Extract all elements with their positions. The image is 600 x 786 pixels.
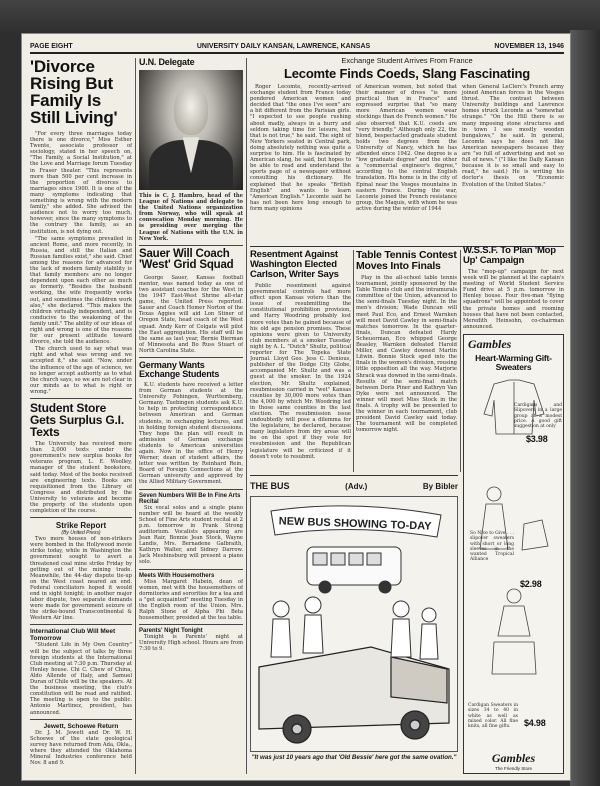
divider xyxy=(30,517,132,518)
ad-brand-bottom: Gambles xyxy=(491,751,536,765)
resentment-story xyxy=(250,250,351,474)
divorce-headline: 'Divorce Rising But Family Is Still Living' xyxy=(30,58,118,127)
jewett-paragraph: Dr. J. M. Jewett and Dr. W. H. Schoewe of the state geological survey have returned from Ada, Okla., where they attended the Oklahoma Mineral Industries conference held Nov. 8 and 9. xyxy=(30,729,132,767)
ad-headline: Heart-Warming Gift-Sweaters xyxy=(475,353,552,372)
strike-report-headline: Strike Report xyxy=(55,521,107,531)
newspaper-page xyxy=(22,34,570,780)
sweater-illustration-3 xyxy=(492,589,536,674)
germany-story xyxy=(139,382,243,486)
folio-line xyxy=(30,40,564,52)
wssf-paragraph: The "mop-up" campaign for next week will be planned at the captain's meeting of World Student Service Fund drive at 5 p.m. tomorrow in Henley house. Four five-man "flying squadrons" will be appointed to cover the private homes and rooming houses that have not been contacted, Meredith Heinsohn, co-chairman announced. xyxy=(463,269,564,330)
germany-paragraph: K.U. students have received a letter from German students at the University Pohingen, Wurttemberg, Germany. Tuebingen students ask K.U. to help in protecting correspondence between American and German students, in exchanging lectures, and in holding foreign student discussions. They hope the plan will result in admission of German exchange students to American universities again. Now in the office of Henry Werner, dean of student affairs, the letter was written by Reinhard Rein, Board of Foreign Connections at the German university and approved by the Allied Military Government. xyxy=(139,381,243,486)
divider xyxy=(30,719,132,720)
recital-paragraph: Six vocal solos and a single piano number will be heard at the weekly School of Fine Arts student recital at 2 p.m. tomorrow in Frank Strong auditorium. Vocalists appearing are Jean Rair, Bonnie Jean Stock, Wayne Landis, Mrs. Bernadene Galbraith, Kathryn Walter, and Sidney Darrow. Jack Meshinsburg will present a piano solo. xyxy=(139,504,243,566)
divorce-paragraph-2: "The same symptoms prevailed in ancient Rome, and more recently, in Russia, and still the Italian and Russian families exist," she said. Chief among the reasons for advanced for the lack of modern family stability is that family members are no longer dependent upon each other as much as formerly. "Besides the husband working, the wife frequently works out, and sometimes the children work also," she declared. "This makes the children virtually independent, and is conducive to the weakening of the family unit." The ability of our ideas of right and wrong is one of the reasons for our present attitude toward divorce, she told the audience. xyxy=(30,235,132,346)
scan-right-edge xyxy=(570,30,600,786)
paper-name: UNIVERSITY DAILY KANSAN, LAWRENCE, KANSAS xyxy=(196,42,371,50)
divider xyxy=(139,245,243,246)
lecomte-col-b xyxy=(356,84,457,250)
divorce-paragraph-1: "For every three marriages today there is one divorce," Miss Esther Twente, associate professor of sociology, stated in her speech on, "The Family, a Social Institution," at the Love and Marriage forum Tuesday in Fraser theater. "This represents more than 500 per cent increase in the proportion of divorces to marriages since 1900. It is one of the many symptoms indicating that something is wrong with the modern family," she added. She advised the audience not to worry too much, however, since the many symptoms to the contrary the family, as an institution, is not dying out. xyxy=(30,131,132,235)
divorce-story xyxy=(30,131,132,395)
new-bus-illustration xyxy=(307,547,401,593)
surplus-texts-paragraph: The University has received more than 2,000 texts under the government's new surplus books for veterans program, L. E. Woolley, manager of the student bookstore, said today. Most of the books received are engineering texts. Books are requisitioned from the Library of Congress and distributed by the University to veterans and become the property of the students upon completion of the course. xyxy=(30,441,132,515)
ad-price-3: $4.98 xyxy=(524,718,546,728)
bus-cartoon xyxy=(250,496,458,752)
housemothers-paragraph: Miss Margaret Habein, dean of women, met with the housemothers of dormitories and sororities for a tea and a "get acquainted" meeting Tuesday in the English room of the Union. Mrs. Ralph Stone of Alpha Phi Beta housemother, presided at the tea table. xyxy=(139,578,243,622)
cartoon-caption: "It was just 10 years ago that 'Old Bessie' here got the same ovation." xyxy=(251,754,457,761)
lecomte-columns xyxy=(250,84,564,250)
intl-club-headline: International Club Will Meet Tomorrow xyxy=(30,628,116,643)
intl-club-paragraph: "Student Life in My Own Country" will be the subject of talks by three foreign students at the International Club meeting at 7:30 p.m. Thursday at Henley house. Chi C. Chew of China, Aldo Allende of Italy, and Samuel Duran of Chile will be the speakers. At the business meeting, the club's constitution will be read and ratified. The meeting is open to the public. Antonio Martinez, president, has announced. xyxy=(30,642,132,716)
jewett-story xyxy=(30,730,132,767)
old-bus-illustration xyxy=(259,647,449,743)
divider xyxy=(30,398,132,399)
resentment-headline: Resentment Against Washington Elected Carlson, Writer Says xyxy=(250,250,339,280)
lecomte-kicker: Exchange Student Arrives From France xyxy=(341,56,473,65)
germany-headline: Germany Wants Exchange Students xyxy=(139,359,220,379)
table-tennis-story xyxy=(356,250,457,474)
lecomte-paragraph-b: of American women, but noted that their manner of dress "is more practical than in France" and expressed surprise that "so many more American women wear stockings than do French women." He also observed that K.U. coeds are "very friendly." Although only 22, the blond, bespectacled graduate student holds two degrees from the University of Nancy, which he has attended since 1942. One degree is a "low graduate degree" and the other a "commercial engineer's degree," according to the central English translation. His home is in the city of Epinal near the Vosges mountains in eastern France. During the war, Lecomte joined the French resistance group, the Maquis, with whom he was active during the winter of 1944 xyxy=(356,84,457,212)
cartoon-header xyxy=(250,478,458,494)
lecomte-headline: Lecomte Finds Coeds, Slang Fascinating xyxy=(284,66,530,81)
surplus-texts-headline: Student Store Gets Surplus G.I. Texts xyxy=(30,401,124,440)
parents-night-story xyxy=(139,634,243,652)
divider xyxy=(139,357,243,358)
column-rule xyxy=(353,250,354,472)
resentment-paragraph: Public resentment against governmental controls had more effect upon Kansas voters than the issue of resubmitting the constitutional prohibition provision, and Harry Woodring probably lost more votes than he gained because of his old age pension promises. These opinions were given to University club members at a smoker Tuesday night by A. L. "Dutch" Shultz, political reporter for The Topeka State Journal. Lloyd Geo. Jess C. Denious, publisher of the Dodge City Globe, accompanied Mr. Shultz and was a guest at the smoker. In the 1924 election, Mr. Shultz explained, resubmission carried in "wet" Kansas counties by 30,000 more votes than the 4,000 by which Mr. Woodring led in those same counties in the last election. The resubmission issue undoubtedly will pose a dilemma for the legislature, he declared, because many legislators from dry areas will be on the spot if they vote for resubmission and the Republican legislature will be criticized if it doesn't vote to resubmit. xyxy=(250,283,351,460)
sauer-story xyxy=(139,275,243,354)
sauer-headline: Sauer Will Coach 'West' Grid Squad xyxy=(139,247,234,272)
page-number: PAGE EIGHT xyxy=(30,42,73,50)
lecomte-col-c xyxy=(462,84,564,250)
ad-price-2: $2.98 xyxy=(520,579,542,589)
ad-item-2: So Nice to Give . . . slipover sweaters with short or long sleeves in the wanted Tropical Alliance xyxy=(470,531,514,563)
scan-top-edge xyxy=(0,0,600,34)
un-delegate-headline: U.N. Delegate xyxy=(139,58,195,67)
banner-illustration xyxy=(271,506,441,537)
intl-club-story xyxy=(30,642,132,715)
wssf-body xyxy=(463,269,564,330)
ad-footer xyxy=(464,751,563,771)
masthead-rule xyxy=(30,52,564,54)
resentment-body xyxy=(250,283,351,460)
divider xyxy=(139,624,243,625)
photo-face xyxy=(174,87,207,135)
column-1 xyxy=(30,58,132,774)
photo-caption-text: This is C. J. Hambro, head of the League of Nations and delegate to the United Nations organization from Norway, who will speak at convocation Monday morning. He is presiding over merging the League of Nations with the U.N. in New York. xyxy=(139,193,243,242)
table-tennis-body xyxy=(356,275,457,433)
cartoon-title: THE BUS xyxy=(250,481,290,491)
column-rule xyxy=(460,250,461,472)
parents-night-headline: Parents' Night Tonight xyxy=(139,628,203,635)
housemothers-story xyxy=(139,579,243,622)
sauer-paragraph: George Sauer, Kansas football mentor, was named today as one of two assistant coaches for the West in the 1947 East-West Shrine all-star game, the United Press reported. Sauer and Coach Homer Norton of the Texas Aggies will aid Lon Stiner of Oregon State, head coach of the West squad. Andy Kerr of Colgate will pilot the East aggregation. His staff will be the same as last year, Bernie Bierman of Minnesota and Bo Russ Stuart of North Carolina State. xyxy=(139,274,243,354)
wssf-story xyxy=(463,246,564,332)
column-rule xyxy=(135,58,136,774)
lecomte-col-a xyxy=(250,84,351,250)
ad-item-1: Cardigans and Slipovers in a large group at a modest price. A good gift suggestion at only xyxy=(514,403,562,430)
ad-item-3: Cardigan Sweaters in sizes 34 to 40 in white as well as mixed color. All fine knits, all fine gifts. xyxy=(468,703,518,730)
table-tennis-paragraph: Play in the all-school table tennis tournament, jointly sponsored by the Table Tennis club and the intramurals committee of the Union, advanced to the semi-finals Tuesday night. In the men's division; Wade Duncan will meet Paul Eco, and Ernest Warnken will meet David Cawley in semi-finals matches tomorrow. In the quarter-finals, Duncan defeated Hardy Scheuerman, Eco whipped George Beasley, Warnken defeated Harold Miller, and Cawley downed Martin Litwin. Bonnie Stock sped into the finals in the women's division, rousing little opposition all the way. Marjorie Shrack was downed in the semi-finals. Results of the semi-final match between Doris Piner and Kathryn Van Dyke were not announced. The winner will meet Miss Stock in the finals. A trophy will be presented to the winner in each tournament, club president David Cawley said today. The tournament will be completed tomorrow night. xyxy=(356,275,457,434)
strike-report-story xyxy=(30,536,132,621)
ad-brand-top: Gambles xyxy=(468,337,512,351)
lecomte-paragraph-c: when General LeClerc's French army joined American forces in the Vosges thrust. The contrast between University buildings and Lawrence homes struck Lecomte as "somewhat strange." "On the Hill there is so many imposing stone structures and in town I see mostly wooden bungalows," he said. In general, Lecomte says he does not like American newspapers because they are "so full of advertising and not so full of news." ("I like the Daily Kansan because it is so small and easy to read," he said.) He is writing his doctor's thesis on "Economic Evolution of the United States." xyxy=(462,84,564,188)
strike-report-credit: (By United Press) xyxy=(61,530,101,537)
cartoon-byline: By Bibler xyxy=(422,481,458,491)
table-tennis-headline: Table Tennis Contest Moves Into Finals xyxy=(356,250,457,272)
recital-story xyxy=(139,505,243,566)
column-2 xyxy=(139,58,243,774)
cartoon-adv-label: (Adv.) xyxy=(345,481,368,491)
cartoon-banner-text: NEW BUS SHOWING TO-DAY xyxy=(278,515,432,533)
issue-date: NOVEMBER 13, 1946 xyxy=(494,42,564,50)
lecomte-paragraph-a: Roger Lecomte, recently-arrived exchange student from France today pondered American women and decided that "the ones I've seen" are a bit different from the Parisian girls. "I expected to see people rushing about madly, always in a hurry and seldom taking time for leisure, but that is not true," he said. The sight of New Yorkers seated in Central park, doing absolutely nothing was quite a surprise to him. He is fascinated by American slang, he said, but hopes to be able to read and understand the sports page of a newspaper without consulting his dictionary. He explained that he speaks "British English" and wants to learn "American English." Lecomte said he has not been here long enough to form many opinions xyxy=(250,84,351,212)
recital-headline: Seven Numbers Will Be In Fine Arts Recital xyxy=(139,492,241,505)
ad-tagline: The Friendly Store xyxy=(494,766,532,771)
lecomte-story xyxy=(250,56,564,250)
parents-night-paragraph: Tonight is Parents' night at University High school. Hours are from 7:30 to 9. xyxy=(139,634,243,653)
hambro-photo xyxy=(139,70,243,190)
strike-report-paragraph: Two more houses of non-strikers were bombed in the Hollywood movie strike today, while in Washington the government sought to avert a threatened coal mine strike Friday by getting out of the mining trade. Meanwhile, the 44-day dispute tie-up on the West coast neared an end. Federal conciliators hoped it would end in sight tonight; in another major labor dispute, two separate demands were made for government seizure of the strike-bound Transcontinental & Western Air line. xyxy=(30,536,132,622)
divider xyxy=(139,569,243,570)
cartoon-drawing xyxy=(251,497,457,751)
column-rule xyxy=(246,58,247,774)
photo-caption xyxy=(139,193,243,242)
surplus-texts-story xyxy=(30,441,132,514)
ad-price-1: $3.98 xyxy=(526,434,548,444)
divorce-paragraph-3: The church used to say what was right and what was wrong and we accepted it," she said. "Now, under the influence of the age of science, we no longer accept authority as to what the church says, so we are not clear in our minds as to what is right or wrong." xyxy=(30,346,132,395)
divider xyxy=(30,624,132,625)
divider xyxy=(250,475,458,476)
gambles-ad xyxy=(463,334,564,774)
jewett-headline: Jewett, Schoewe Return xyxy=(43,722,119,730)
divider xyxy=(139,489,243,490)
housemothers-headline: Meets With Housemothers xyxy=(139,572,215,579)
wssf-headline: W.S.S.F. To Plan 'Mop Up' Campaign xyxy=(463,246,556,266)
